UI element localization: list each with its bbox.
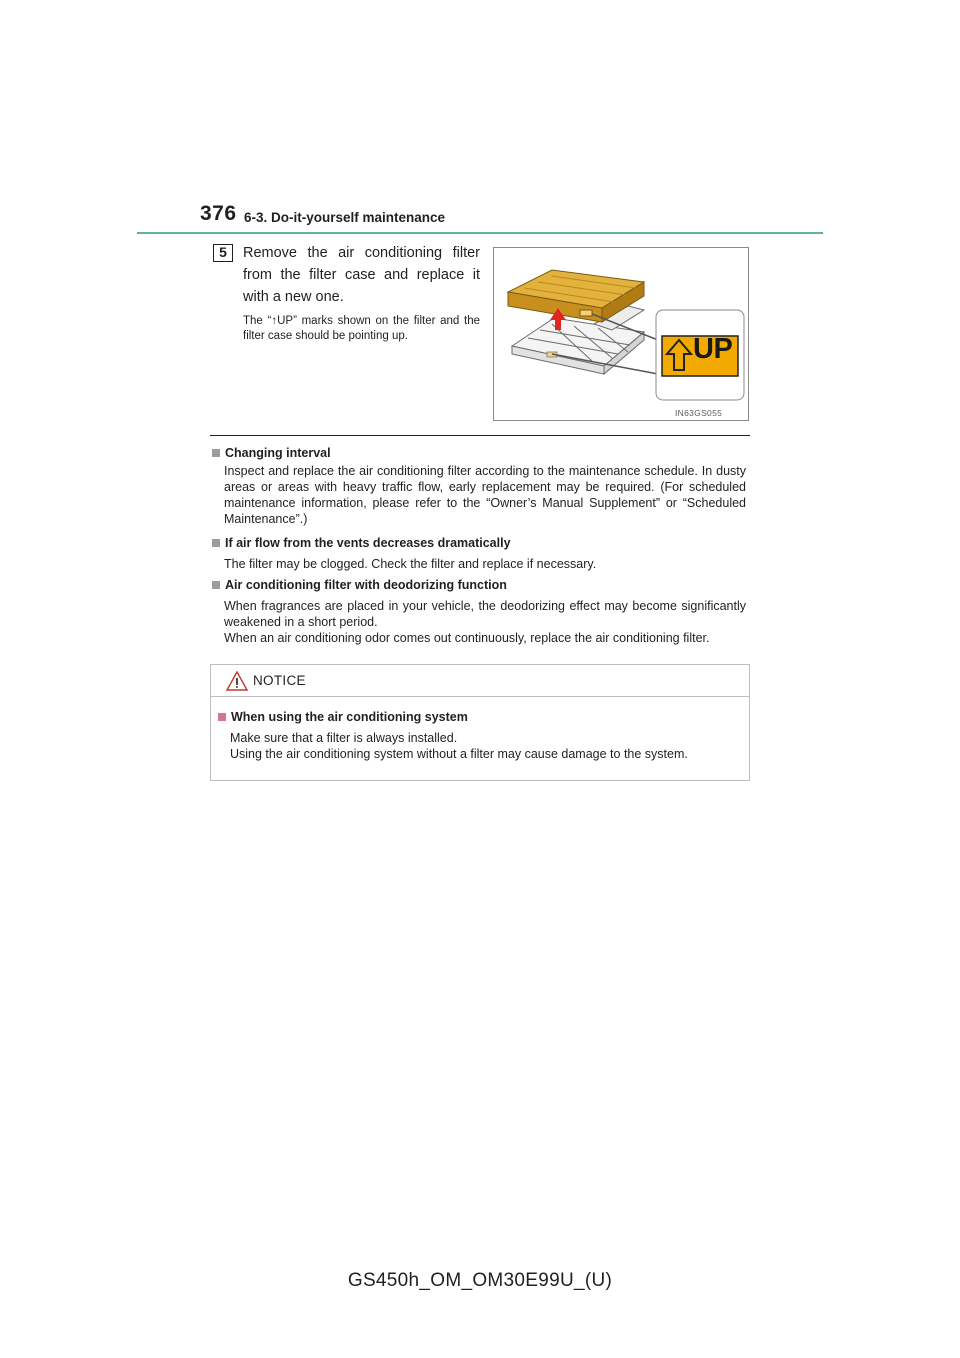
bullet-square-icon <box>212 449 220 457</box>
info-paragraph: Inspect and replace the air conditioning filter according to the maintenance schedule. In dusty areas or areas with heavy traffic flow, early replacement may be required. (For scheduled maintenance information, please refer to the “Owner’s Manual Supplement” or “Scheduled Maintenance”.) <box>224 464 746 526</box>
info-paragraph: When fragrances are placed in your vehicle, the deodorizing effect may become significantly weakened in a short period. <box>224 599 746 629</box>
step-note: The “↑UP” marks shown on the filter and the filter case should be pointing up. <box>243 315 480 342</box>
footer-document-code: GS450h_OM_OM30E99U_(U) <box>347 1270 613 1291</box>
page-number: 376 <box>200 202 237 225</box>
info-item <box>212 535 746 572</box>
info-heading <box>212 535 746 551</box>
bullet-square-icon <box>212 581 220 589</box>
step-instruction: Remove the air conditioning filter from the filter case and replace it with a new one. <box>243 245 480 305</box>
notice-item <box>218 709 738 762</box>
warning-triangle-icon <box>226 671 248 691</box>
bullet-square-icon <box>212 539 220 547</box>
notice-item-title: When using the air conditioning system <box>231 710 468 724</box>
section-title: 6-3. Do-it-yourself maintenance <box>244 210 446 225</box>
up-mark-label: UP <box>693 333 733 365</box>
info-heading <box>212 445 746 461</box>
section-divider <box>210 435 750 436</box>
notice-title: NOTICE <box>253 673 306 688</box>
info-item <box>212 577 746 646</box>
info-body <box>224 556 746 572</box>
bullet-square-icon <box>218 713 226 721</box>
info-body <box>224 463 746 527</box>
step-number-badge: 5 <box>213 244 233 262</box>
info-title: If air flow from the vents decreases dramatically <box>225 536 511 550</box>
info-paragraph: The filter may be clogged. Check the filter and replace if necessary. <box>224 557 597 571</box>
notice-line: Make sure that a filter is always installed. <box>230 731 458 745</box>
notice-item-heading <box>218 709 738 725</box>
notice-box <box>210 664 750 781</box>
info-body <box>224 598 746 646</box>
header-rule <box>137 232 823 234</box>
info-paragraph: When an air conditioning odor comes out continuously, replace the air conditioning filter. <box>224 631 710 645</box>
notice-header <box>211 665 749 697</box>
illustration-code: IN63GS055 <box>675 408 723 418</box>
info-heading <box>212 577 746 593</box>
info-title: Changing interval <box>225 446 331 460</box>
info-title: Air conditioning filter with deodorizing function <box>225 578 507 592</box>
notice-line: Using the air conditioning system without a filter may cause damage to the system. <box>230 747 688 761</box>
info-item <box>212 445 746 527</box>
notice-body <box>230 730 738 762</box>
